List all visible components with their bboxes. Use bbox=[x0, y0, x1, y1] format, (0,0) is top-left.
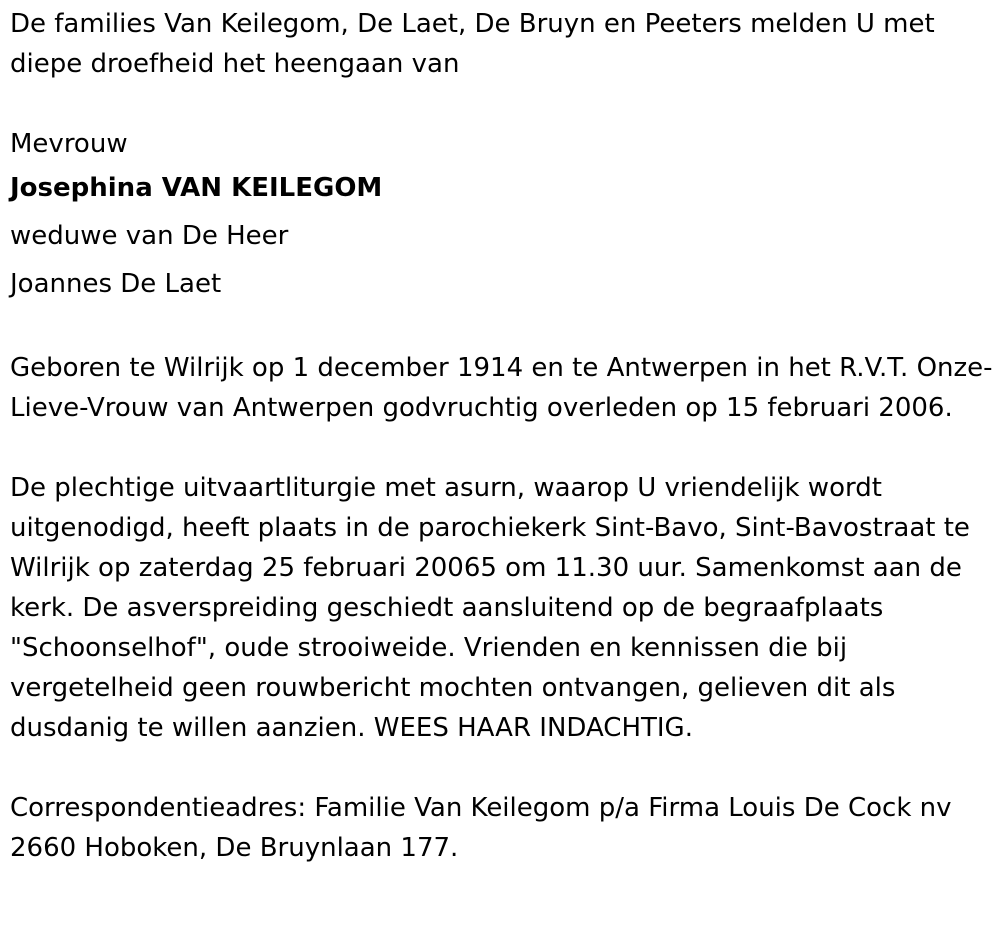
spouse-name: Joannes De Laet bbox=[10, 269, 222, 299]
deceased-name: Josephina VAN KEILEGOM bbox=[10, 173, 383, 203]
salutation: Mevrouw bbox=[10, 129, 128, 159]
spacer bbox=[10, 428, 995, 468]
funeral-paragraph: De plechtige uitvaartliturgie met asurn, waarop U vriendelijk wordt uitgenodigd, heeft plaats in de parochiekerk Sint-Bavo, Sint-Bavostraat te Wilrijk op zaterdag 25 februari 20065 om 11.30 uur. Samenkomst aan de kerk. De asverspreiding geschiedt aansluitend op de begraafplaats "Schoonselhof", oude strooiweide. Vrienden en kennissen die bij vergetelheid geen rouwbericht mochten ontvangen, gelieven dit als dusdanig te willen aanzien. WEES HAAR INDACHTIG. bbox=[10, 473, 970, 743]
death-notice bbox=[10, 4, 995, 868]
intro-paragraph: De families Van Keilegom, De Laet, De Bruyn en Peeters melden U met diepe droefheid het heengaan van bbox=[10, 9, 935, 79]
correspondence-paragraph: Correspondentieadres: Familie Van Keilegom p/a Firma Louis De Cock nv 2660 Hoboken, De Bruynlaan 177. bbox=[10, 793, 952, 863]
spacer bbox=[10, 308, 995, 348]
birth-death-paragraph: Geboren te Wilrijk op 1 december 1914 en te Antwerpen in het R.V.T. Onze-Lieve-Vrouw van Antwerpen godvruchtig overleden op 15 februari 2006. bbox=[10, 353, 993, 423]
widow-of-line: weduwe van De Heer bbox=[10, 221, 289, 251]
deceased-block bbox=[10, 124, 995, 308]
spacer bbox=[10, 748, 995, 788]
